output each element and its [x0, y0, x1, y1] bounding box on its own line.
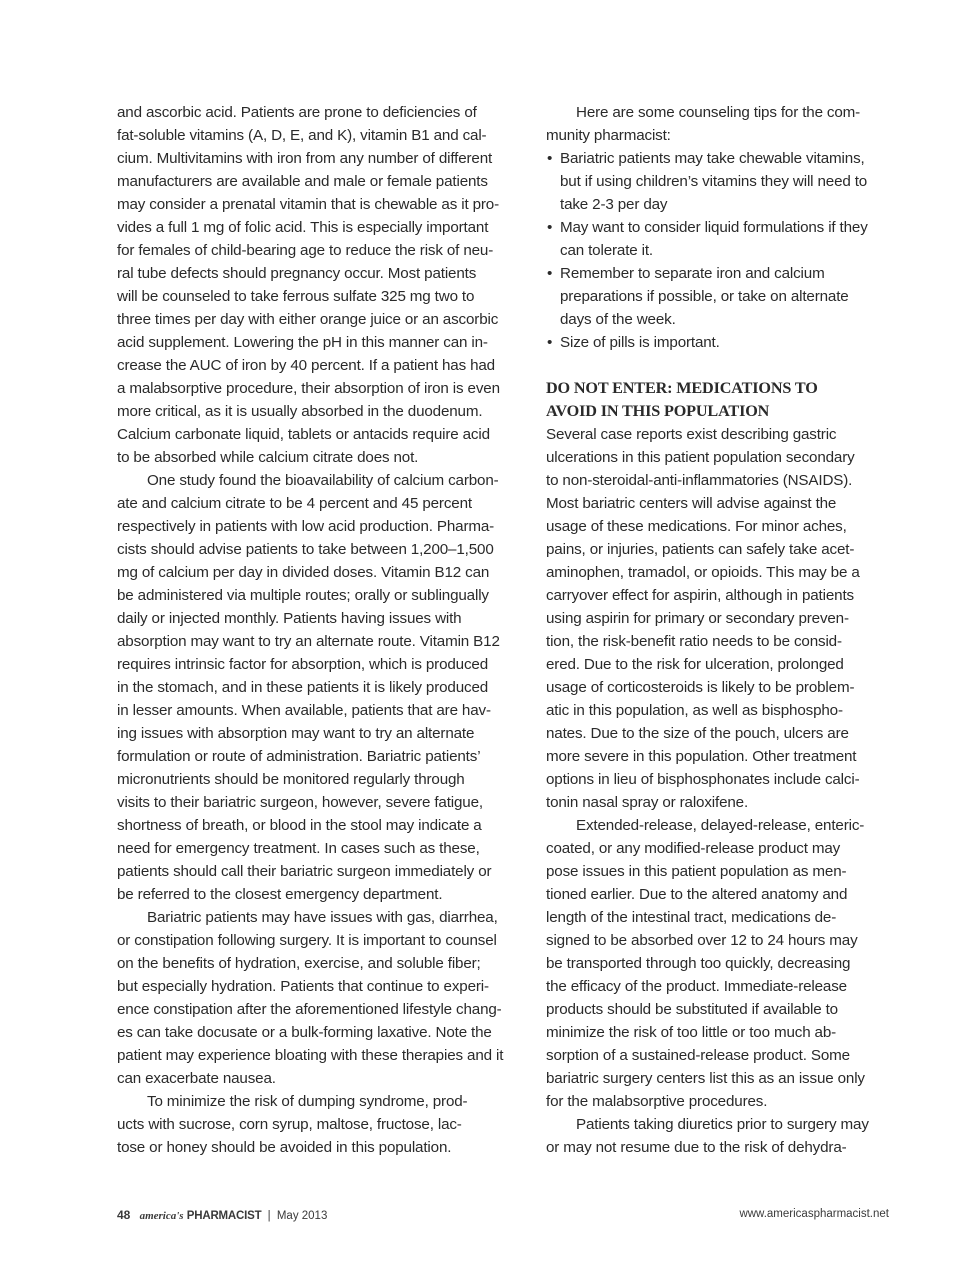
- footer-url: www.americaspharmacist.net: [739, 1208, 889, 1220]
- text-line: can exacerbate nausea.: [117, 1070, 276, 1087]
- page-number: 48: [117, 1208, 131, 1222]
- text-line: but especially hydration. Patients that continue to experi-: [117, 978, 489, 995]
- text-line: sorption of a sustained-release product. Some: [546, 1047, 850, 1064]
- text-line: and ascorbic acid. Patients are prone to deficiencies of: [117, 104, 477, 121]
- text-line: requires intrinsic factor for absorption, which is produced: [117, 656, 489, 673]
- text-line: minimize the risk of too little or too much ab-: [546, 1024, 837, 1041]
- text-line: One study found the bioavailability of calcium carbon-: [147, 472, 499, 489]
- text-line: will be counseled to take ferrous sulfate 325 mg two to: [117, 288, 475, 305]
- text-line: ral tube defects should pregnancy occur. Most patients: [117, 265, 477, 282]
- counseling-intro: [546, 101, 889, 147]
- text-line: the efficacy of the product. Immediate-release: [546, 978, 847, 995]
- tip-item: [546, 216, 889, 262]
- footer-separator: |: [267, 1210, 271, 1222]
- bullet-icon: •: [547, 334, 553, 351]
- text-line: Here are some counseling tips for the com-: [576, 104, 861, 121]
- text-line: but if using children’s vitamins they will need to: [560, 173, 868, 190]
- text-line: in the stomach, and in these patients it is likely produced: [117, 679, 489, 696]
- text-line: tioned earlier. Due to the altered anatomy and: [546, 886, 848, 903]
- text-line: options in lieu of bisphosphonates include calci-: [546, 771, 860, 788]
- text-line: more severe in this population. Other treatment: [546, 748, 857, 765]
- text-line: tonin nasal spray or raloxifene.: [546, 794, 749, 811]
- text-line: take 2-3 per day: [560, 196, 668, 213]
- text-line: atic in this population, as well as bisphospho-: [546, 702, 843, 719]
- text-line: daily or injected monthly. Patients having issues with: [117, 610, 462, 627]
- text-line: fat-soluble vitamins (A, D, E, and K), vitamin B1 and cal-: [117, 127, 487, 144]
- text-line: AVOID IN THIS POPULATION: [546, 402, 770, 420]
- text-line: acid supplement. Lowering the pH in this manner can in-: [117, 334, 488, 351]
- footer-folio: [117, 1208, 327, 1222]
- text-line: ucts with sucrose, corn syrup, maltose, fructose, lac-: [117, 1116, 462, 1133]
- left-paragraph-1: [117, 101, 528, 469]
- right-paragraph-1: [546, 423, 889, 814]
- text-line: signed to be absorbed over 12 to 24 hours may: [546, 932, 858, 949]
- text-line: manufacturers are available and male or female patients: [117, 173, 488, 190]
- text-line: length of the intestinal tract, medications de-: [546, 909, 837, 926]
- text-line: ence constipation after the aforementioned lifestyle chang-: [117, 1001, 502, 1018]
- text-line: Bariatric patients may have issues with gas, diarrhea,: [147, 909, 498, 926]
- left-column: [117, 101, 528, 1159]
- text-line: patient may experience bloating with these therapies and it: [117, 1047, 504, 1064]
- text-line: or constipation following surgery. It is important to counsel: [117, 932, 497, 949]
- text-line: on the benefits of hydration, exercise, and soluble fiber;: [117, 955, 481, 972]
- text-line: To minimize the risk of dumping syndrome, prod-: [147, 1093, 468, 1110]
- text-line: need for emergency treatment. In cases such as these,: [117, 840, 480, 857]
- text-line: ate and calcium citrate to be 4 percent and 45 percent: [117, 495, 472, 512]
- text-line: shortness of breath, or blood in the stool may indicate a: [117, 817, 482, 834]
- text-line: bariatric surgery centers list this as an issue only: [546, 1070, 865, 1087]
- bullet-icon: •: [547, 150, 553, 167]
- tip-item: [546, 147, 889, 216]
- text-line: three times per day with either orange juice or an ascorbic: [117, 311, 499, 328]
- text-line: patients should call their bariatric surgeon immediately or: [117, 863, 492, 880]
- left-paragraph-3: [117, 906, 528, 1090]
- text-line: absorption may want to try an alternate route. Vitamin B12: [117, 633, 500, 650]
- text-line: munity pharmacist:: [546, 127, 671, 144]
- text-line: visits to their bariatric surgeon, however, severe fatigue,: [117, 794, 483, 811]
- text-line: carryover effect for aspirin, although in patients: [546, 587, 854, 604]
- text-line: tion, the risk-benefit ratio needs to be consid-: [546, 633, 842, 650]
- text-line: ing issues with absorption may want to try an alternate: [117, 725, 475, 742]
- text-line: Size of pills is important.: [560, 334, 720, 351]
- text-line: be administered via multiple routes; orally or sublingually: [117, 587, 489, 604]
- text-line: using aspirin for primary or secondary preven-: [546, 610, 849, 627]
- text-line: micronutrients should be monitored regularly through: [117, 771, 465, 788]
- text-line: Most bariatric centers will advise against the: [546, 495, 837, 512]
- issue-date: May 2013: [276, 1210, 328, 1222]
- page-footer: [117, 1208, 889, 1228]
- text-line: aminophen, tramadol, or opioids. This may be a: [546, 564, 860, 581]
- text-line: es can take docusate or a bulk-forming laxative. Note the: [117, 1024, 492, 1041]
- text-line: to be absorbed while calcium citrate does not.: [117, 449, 419, 466]
- text-line: Patients taking diuretics prior to surgery may: [576, 1116, 869, 1133]
- text-line: days of the week.: [560, 311, 676, 328]
- text-line: Extended-release, delayed-release, enteric-: [576, 817, 865, 834]
- bullet-icon: •: [547, 265, 553, 282]
- text-line: pains, or injuries, patients can safely take acet-: [546, 541, 855, 558]
- text-line: be transported through too quickly, decreasing: [546, 955, 851, 972]
- text-line: May want to consider liquid formulations if they: [560, 219, 868, 236]
- text-line: ulcerations in this patient population secondary: [546, 449, 855, 466]
- left-paragraph-4: [117, 1090, 528, 1159]
- text-line: coated, or any modified-release product may: [546, 840, 841, 857]
- text-line: vides a full 1 mg of folic acid. This is especially important: [117, 219, 489, 236]
- text-line: Bariatric patients may take chewable vitamins,: [560, 150, 865, 167]
- text-line: crease the AUC of iron by 40 percent. If a patient has had: [117, 357, 495, 374]
- text-line: nates. Due to the size of the pouch, ulcers are: [546, 725, 849, 742]
- text-line: products should be substituted if available to: [546, 1001, 838, 1018]
- text-line: tose or honey should be avoided in this population.: [117, 1139, 452, 1156]
- text-line: cium. Multivitamins with iron from any number of different: [117, 150, 493, 167]
- text-line: Several case reports exist describing gastric: [546, 426, 837, 443]
- magazine-logo-name: PHARMACIST: [186, 1210, 262, 1222]
- text-line: ered. Due to the risk for ulceration, prolonged: [546, 656, 844, 673]
- tip-item: [546, 331, 889, 354]
- text-line: mg of calcium per day in divided doses. Vitamin B12 can: [117, 564, 490, 581]
- right-column: [546, 101, 889, 1159]
- text-line: pose issues in this patient population as men-: [546, 863, 847, 880]
- text-line: more critical, as it is usually absorbed in the duodenum.: [117, 403, 483, 420]
- text-line: DO NOT ENTER: MEDICATIONS TO: [546, 379, 818, 397]
- right-paragraph-2: [546, 814, 889, 1113]
- text-line: may consider a prenatal vitamin that is chewable as it pro-: [117, 196, 499, 213]
- counseling-tips-list: [546, 147, 889, 354]
- bullet-icon: •: [547, 219, 553, 236]
- text-line: or may not resume due to the risk of dehydra-: [546, 1139, 847, 1156]
- left-paragraph-2: [117, 469, 528, 906]
- text-line: for the malabsorptive procedures.: [546, 1093, 768, 1110]
- text-line: formulation or route of administration. Bariatric patients’: [117, 748, 481, 765]
- text-line: for females of child-bearing age to reduce the risk of neu-: [117, 242, 494, 259]
- text-line: Calcium carbonate liquid, tablets or antacids require acid: [117, 426, 490, 443]
- tip-item: [546, 262, 889, 331]
- magazine-logo-prefix: america's: [139, 1210, 184, 1222]
- text-line: can tolerate it.: [560, 242, 653, 259]
- text-line: cists should advise patients to take between 1,200–1,500: [117, 541, 494, 558]
- text-line: respectively in patients with low acid production. Pharma-: [117, 518, 495, 535]
- text-line: Remember to separate iron and calcium: [560, 265, 825, 282]
- text-line: in lesser amounts. When available, patients that are hav-: [117, 702, 491, 719]
- section-heading: [546, 377, 889, 423]
- text-line: preparations if possible, or take on alternate: [560, 288, 849, 305]
- section-spacer: [546, 354, 889, 377]
- text-line: be referred to the closest emergency department.: [117, 886, 443, 903]
- right-paragraph-3: [546, 1113, 889, 1159]
- text-line: usage of corticosteroids is likely to be problem-: [546, 679, 855, 696]
- text-line: a malabsorptive procedure, their absorption of iron is even: [117, 380, 500, 397]
- text-line: to non-steroidal-anti-inflammatories (NSAIDS).: [546, 472, 853, 489]
- text-line: usage of these medications. For minor aches,: [546, 518, 847, 535]
